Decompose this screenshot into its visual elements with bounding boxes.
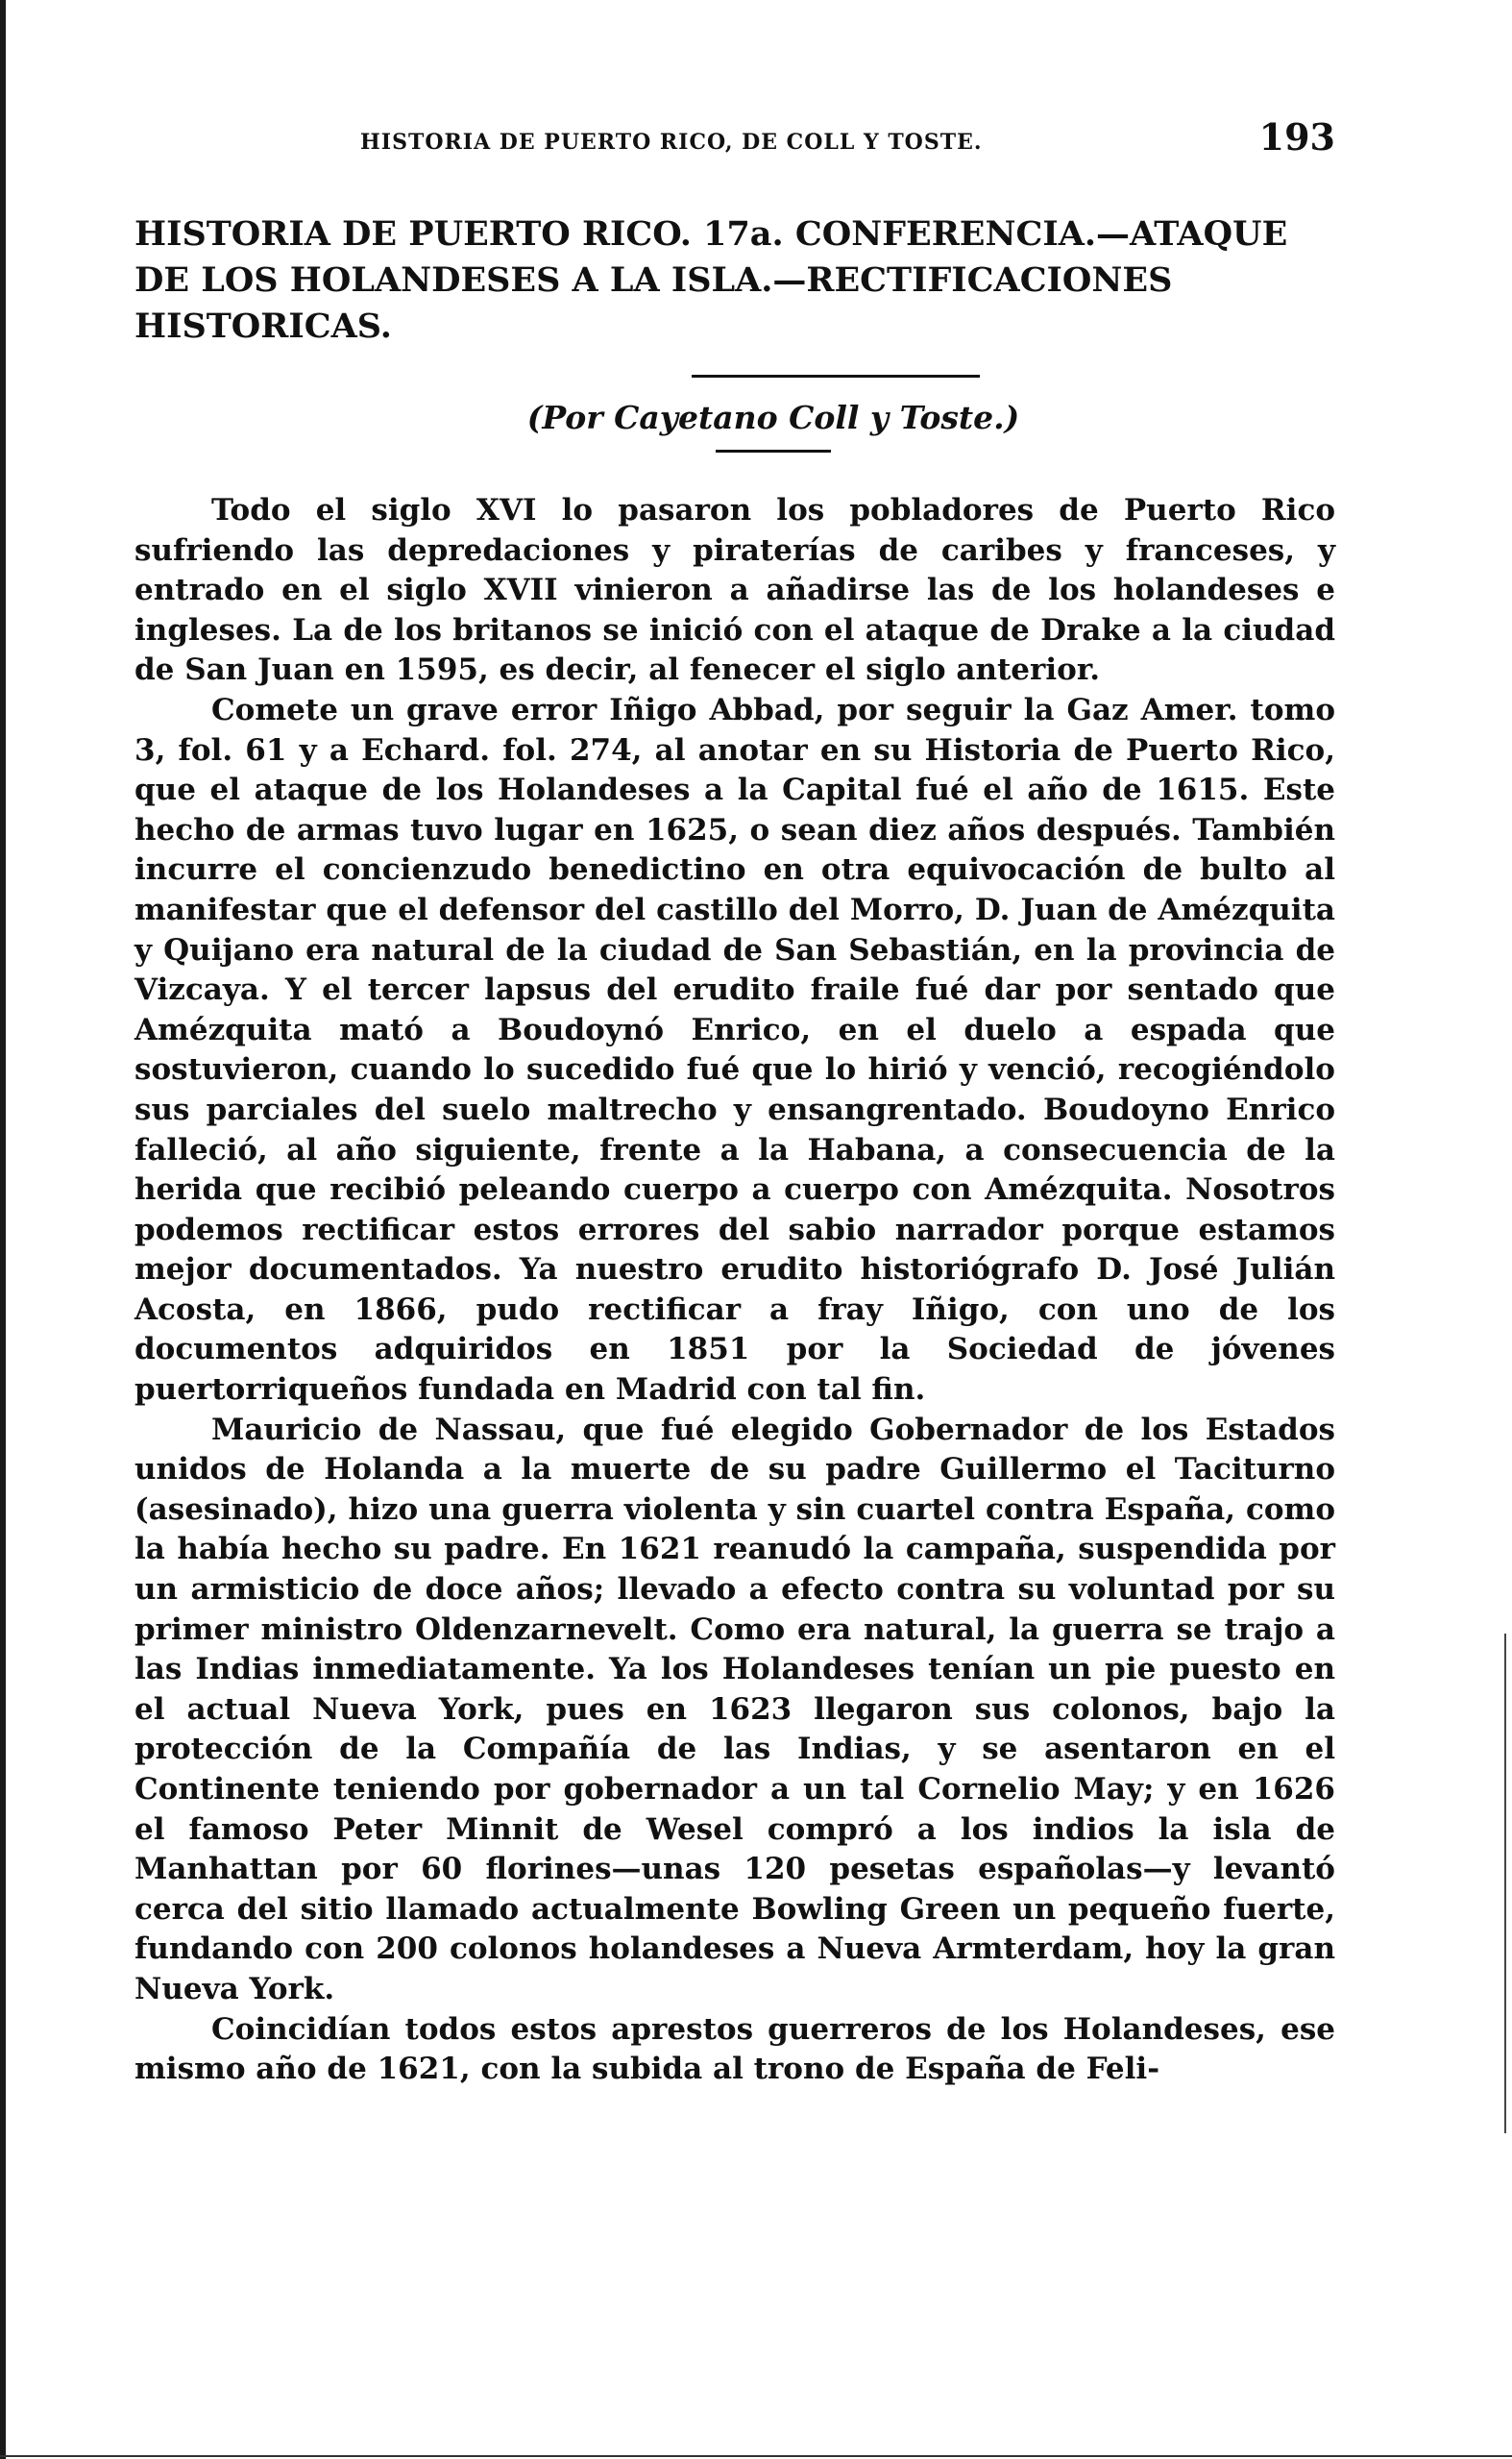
page-left-edge	[0, 0, 6, 2459]
paragraph: Todo el siglo XVI lo pasaron los pobladores de Puerto Rico sufriendo las depredaciones y piraterías de caribes y franceses, y entrado en el siglo XVII vinieron a añadirse las de los holandeses e ingleses. La de los britanos se inició con el ataque de Drake a la ciudad de San Juan en 1595, es decir, al fenecer el siglo anterior.	[134, 493, 1335, 688]
page-right-mark	[1504, 1634, 1506, 2133]
page-number: 193	[1258, 115, 1335, 159]
paragraph: Coincidían todos estos aprestos guerreros de los Holandeses, ese mismo año de 1621, con la subida al trono de España de Feli-	[134, 2011, 1335, 2087]
article-body	[134, 491, 1335, 2090]
book-page	[134, 106, 1335, 2090]
paragraph: Comete un grave error Iñigo Abbad, por seguir la Gaz Amer. tomo 3, fol. 61 y a Echard. fol. 274, al anotar en su Historia de Puerto Rico, que el ataque de los Holandeses a la Capital fué el año de 1615. Este hecho de armas tuvo lugar en 1625, o sean diez años después. También incurre el concienzudo benedictino en otra equivocación de bulto al manifestar que el defensor del castillo del Morro, D. Juan de Amézquita y Quijano era natural de la ciudad de San Sebastián, en la provincia de Vizcaya. Y el tercer lapsus del erudito fraile fué dar por sentado que Amézquita mató a Boudoynó Enrico, en el duelo a espada que sostuvieron, cuando lo sucedido fué que lo hirió y venció, recogiéndolo sus parciales del suelo maltrecho y ensangrentado. Boudoyno Enrico falleció, al año siguiente, frente a la Habana, a consecuencia de la herida que recibió peleando cuerpo a cuerpo con Amézquita. Nosotros podemos rectificar estos errores del sabio narrador porque estamos mejor documentados. Ya nuestro erudito historiógrafo D. José Julián Acosta, en 1866, pudo rectificar a fray Iñigo, con uno de los documentos adquiridos en 1851 por la Sociedad de jóvenes puertorriqueños fundada en Madrid con tal fin.	[134, 692, 1335, 1408]
page-bottom-edge	[0, 2455, 1512, 2457]
title-rule	[692, 375, 980, 378]
running-head	[134, 106, 1335, 173]
byline-rule	[716, 450, 831, 453]
byline: (Por Cayetano Coll y Toste.)	[526, 399, 1020, 436]
paragraph: Mauricio de Nassau, que fué elegido Gobernador de los Estados unidos de Holanda a la muerte de su padre Guillermo el Taciturno (asesinado), hizo una guerra violenta y sin cuartel contra España, como la había hecho su padre. En 1621 reanudó la campaña, suspendida por un armisticio de doce años; llevado a efecto contra su voluntad por su primer ministro Oldenzarnevelt. Como era natural, la guerra se trajo a las Indias inmediatamente. Ya los Holandeses tenían un pie puesto en el actual Nueva York, pues en 1623 llegaron sus colonos, bajo la protección de la Compañía de las Indias, y se asentaron en el Continente teniendo por gobernador a un tal Cornelio May; y en 1626 el famoso Peter Minnit de Wesel compró a los indios la isla de Manhattan por 60 florines—unas 120 pesetas españolas—y levantó cerca del sitio llamado actualmente Bowling Green un pequeño fuerte, fundando con 200 colonos holandeses a Nueva Armterdam, hoy la gran Nueva York.	[134, 1412, 1335, 2006]
running-title: HISTORIA DE PUERTO RICO, DE COLL Y TOSTE.	[360, 130, 983, 155]
article-title: HISTORIA DE PUERTO RICO. 17a. CONFERENCIA.—ATAQUE DE LOS HOLANDESES A LA ISLA.—RECTIFICACIONES HISTORICAS.	[134, 214, 1288, 346]
